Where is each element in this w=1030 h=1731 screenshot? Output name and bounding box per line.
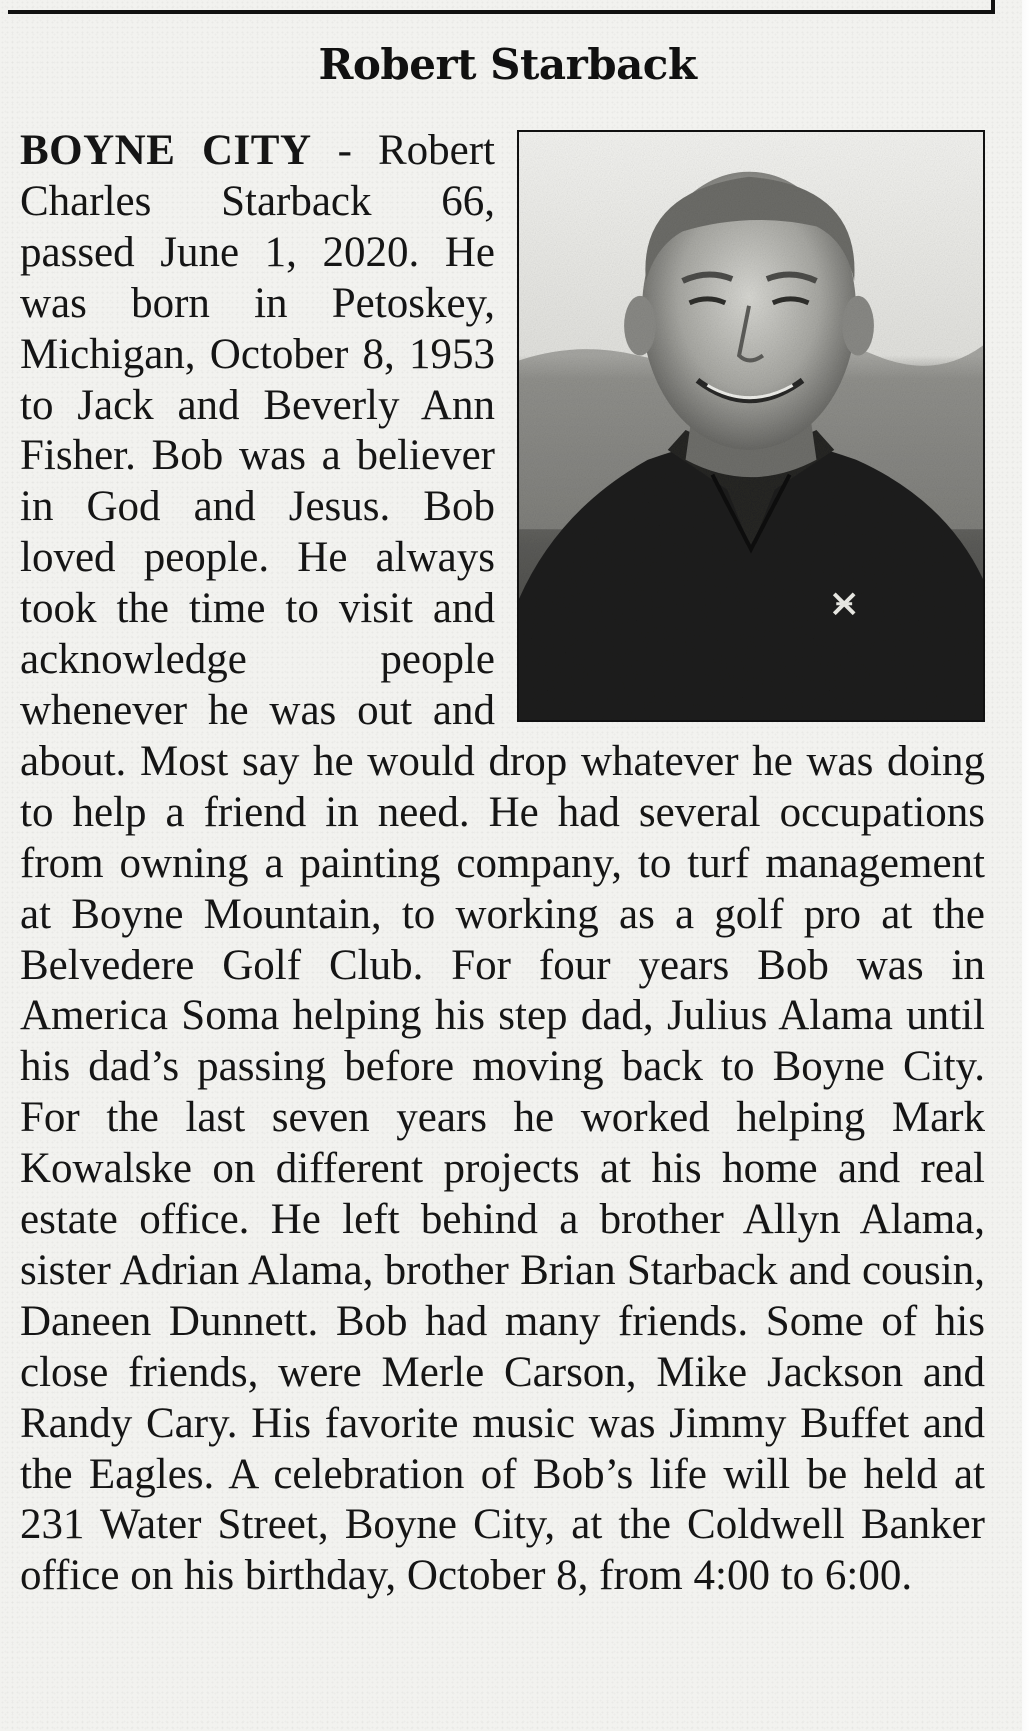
obituary-headline: Robert Starback (318, 40, 697, 89)
obituary-story (20, 126, 985, 1602)
obituary-body: Robert Charles Starback 66, passed June 1, 2020. He was born in Petoskey, Michigan, October 8, 1953 to Jack and Beverly Ann Fisher. Bob was a believer in God and Jesus. Bob loved people. He always took the time to visit and acknowledge people whenever he was out and about. Most say he would drop whatever he was doing to help a friend in need. He had several occupations from owning a painting company, to turf management at Boyne Mountain, to working as a golf pro at the Belvedere Golf Club. For four years Bob was in America Soma helping his step dad, Julius Alama until his dad’s passing before moving back to Boyne City. For the last seven years he worked helping Mark Kowalske on different projects at his home and real estate office. He left behind a brother Allyn Alama, sister Adrian Alama, brother Brian Starback and cousin, Daneen Dunnett. Bob had many friends. Some of his close friends, were Merle Carson, Mike Jackson and Randy Cary. His favorite music was Jimmy Buffet and the Eagles. A celebration of Bob’s life will be held at 231 Water Street, Boyne City, at the Coldwell Banker office on his birthday, October 8, from 4:00 to 6:00. (20, 127, 985, 1600)
top-border-rule (8, 0, 995, 14)
page-edge (1022, 0, 1030, 1731)
dateline: BOYNE CITY (20, 127, 312, 174)
dateline-separator: - (311, 127, 378, 174)
corner-rule (991, 0, 995, 14)
portrait-photo-icon (519, 132, 983, 720)
portrait-photo (517, 130, 985, 722)
